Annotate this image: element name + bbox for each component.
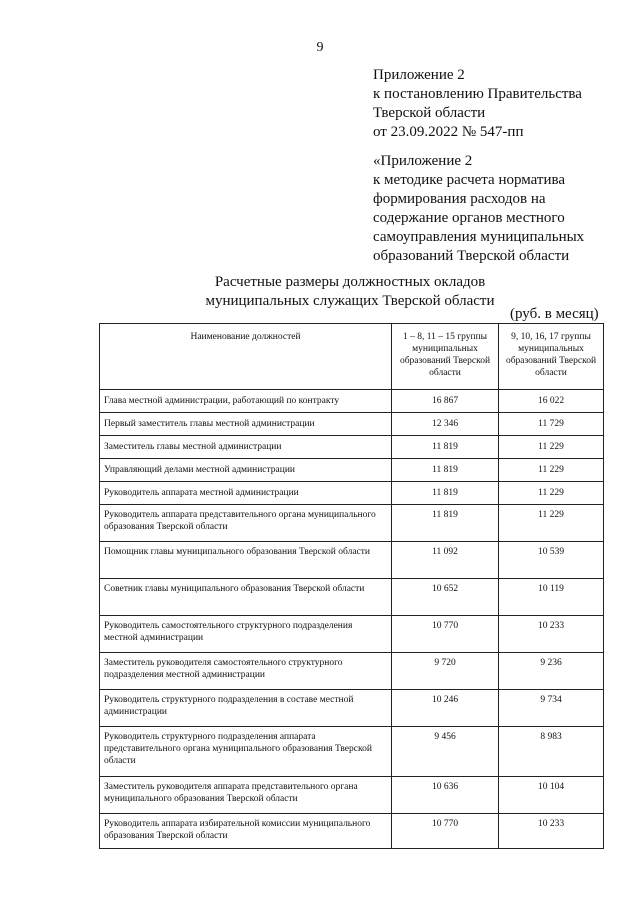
appendix-header-line: Тверской области [373, 105, 486, 121]
position-cell: Руководитель структурного подразделения аппарата представительного органа муниципального образования Тверской области [100, 727, 392, 777]
table-row [100, 459, 604, 482]
table-row [100, 436, 604, 459]
salary-group-b-cell: 16 022 [499, 390, 604, 413]
methodology-header-line: «Приложение 2 [373, 153, 473, 169]
salary-group-a-cell: 11 819 [392, 482, 499, 505]
methodology-header-line: к методике расчета норматива [373, 172, 566, 188]
salary-group-a-cell: 10 652 [392, 579, 499, 616]
salary-group-a-cell: 10 770 [392, 814, 499, 849]
unit-note: (руб. в месяц) [510, 306, 599, 322]
methodology-header [373, 152, 584, 266]
position-cell: Управляющий делами местной администрации [100, 459, 392, 482]
salary-group-b-cell: 11 729 [499, 413, 604, 436]
table-row [100, 653, 604, 690]
salary-group-a-cell: 11 819 [392, 459, 499, 482]
position-cell: Заместитель руководителя самостоятельного структурного подразделения местной администрации [100, 653, 392, 690]
salary-group-a-cell: 16 867 [392, 390, 499, 413]
table-row [100, 390, 604, 413]
salary-group-a-cell: 10 770 [392, 616, 499, 653]
salary-table [99, 323, 604, 849]
position-cell: Руководитель аппарата представительного органа муниципального образования Тверской области [100, 505, 392, 542]
table-row [100, 727, 604, 777]
position-cell: Первый заместитель главы местной администрации [100, 413, 392, 436]
salary-group-b-cell: 9 236 [499, 653, 604, 690]
position-cell: Руководитель аппарата избирательной комиссии муниципального образования Тверской области [100, 814, 392, 849]
table-header-row [100, 324, 604, 390]
table-row [100, 542, 604, 579]
position-cell: Глава местной администрации, работающий по контракту [100, 390, 392, 413]
methodology-header-line: самоуправления муниципальных [373, 229, 585, 245]
header-group-a: 1 – 8, 11 – 15 группы муниципальных образований Тверской области [392, 324, 499, 390]
table-row [100, 616, 604, 653]
salary-group-a-cell: 12 346 [392, 413, 499, 436]
position-cell: Заместитель главы местной администрации [100, 436, 392, 459]
salary-group-a-cell: 10 636 [392, 777, 499, 814]
position-cell: Руководитель самостоятельного структурного подразделения местной администрации [100, 616, 392, 653]
salary-group-a-cell: 11 819 [392, 436, 499, 459]
salary-group-b-cell: 8 983 [499, 727, 604, 777]
salary-group-b-cell: 10 104 [499, 777, 604, 814]
salary-group-a-cell: 11 092 [392, 542, 499, 579]
salary-group-b-cell: 11 229 [499, 436, 604, 459]
salary-group-b-cell: 10 119 [499, 579, 604, 616]
methodology-header-line: образований Тверской области [373, 248, 570, 264]
document-title-line-1: Расчетные размеры должностных окладов [214, 274, 486, 290]
salary-group-a-cell: 10 246 [392, 690, 499, 727]
header-group-b: 9, 10, 16, 17 группы муниципальных образований Тверской области [499, 324, 604, 390]
salary-group-b-cell: 10 233 [499, 814, 604, 849]
table-row [100, 777, 604, 814]
table-row [100, 579, 604, 616]
salary-group-b-cell: 11 229 [499, 459, 604, 482]
salary-group-b-cell: 10 233 [499, 616, 604, 653]
table-row [100, 505, 604, 542]
position-cell: Помощник главы муниципального образования Тверской области [100, 542, 392, 579]
salary-group-a-cell: 9 456 [392, 727, 499, 777]
table-body [100, 390, 604, 849]
appendix-header-line: Приложение 2 [373, 67, 465, 83]
appendix-header [373, 66, 582, 142]
position-cell: Руководитель аппарата местной администрации [100, 482, 392, 505]
salary-group-b-cell: 11 229 [499, 482, 604, 505]
position-cell: Руководитель структурного подразделения в составе местной администрации [100, 690, 392, 727]
salary-group-b-cell: 10 539 [499, 542, 604, 579]
header-position: Наименование должностей [100, 324, 392, 390]
page-number: 9 [316, 40, 324, 55]
table-row [100, 690, 604, 727]
table-row [100, 413, 604, 436]
salary-group-b-cell: 11 229 [499, 505, 604, 542]
appendix-header-line: к постановлению Правительства [373, 86, 582, 102]
methodology-header-line: формирования расходов на [373, 191, 546, 207]
position-cell: Заместитель руководителя аппарата представительного органа муниципального образования Тверской области [100, 777, 392, 814]
appendix-header-line: от 23.09.2022 № 547-пп [373, 124, 524, 140]
table-row [100, 482, 604, 505]
salary-group-a-cell: 9 720 [392, 653, 499, 690]
position-cell: Советник главы муниципального образования Тверской области [100, 579, 392, 616]
salary-group-b-cell: 9 734 [499, 690, 604, 727]
methodology-header-line: содержание органов местного [373, 210, 565, 226]
table-row [100, 814, 604, 849]
salary-group-a-cell: 11 819 [392, 505, 499, 542]
document-title-line-2: муниципальных служащих Тверской области [205, 293, 495, 309]
